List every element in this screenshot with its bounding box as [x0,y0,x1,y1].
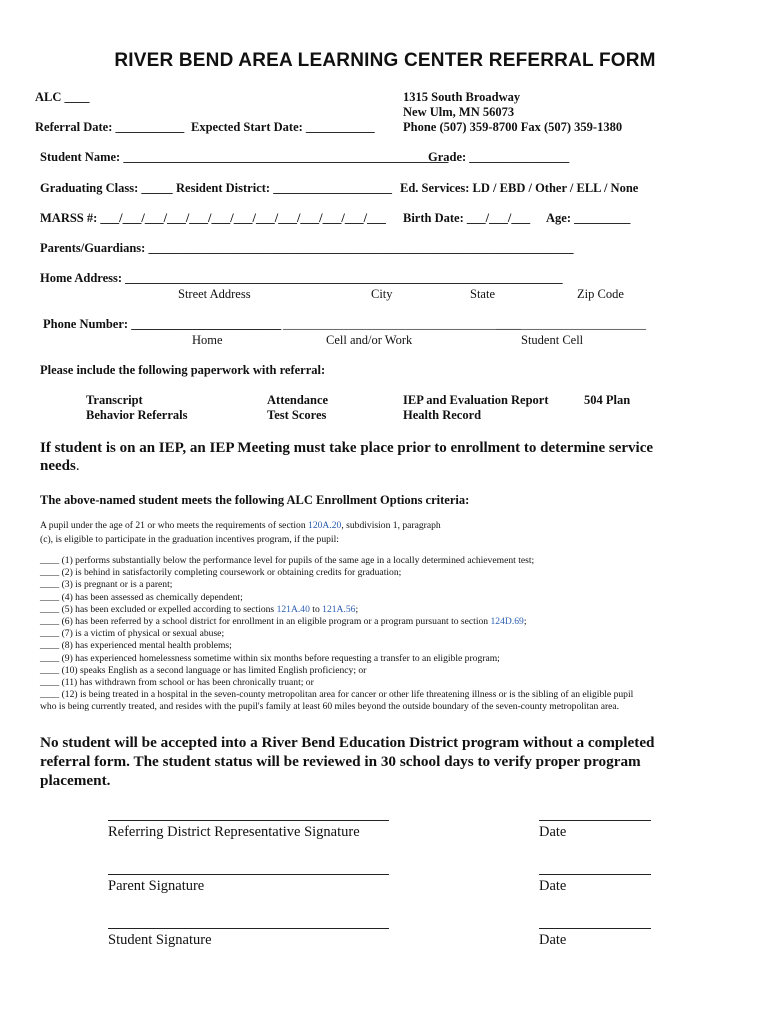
criterion-2[interactable]: ____ (2) is behind in satisfactorily completing coursework or obtaining credits for graduation; [40,567,402,579]
iep-notice-needs: needs [40,458,76,474]
criteria-list [40,555,633,714]
referring-date-label: Date [539,824,567,840]
street-address-label: Street Address [178,287,251,301]
resident-district-field[interactable]: Resident District: ___________________ [176,181,392,195]
student-signature-label: Student Signature [108,932,212,948]
student-cell-label: Student Cell [521,333,584,347]
student-signature-line[interactable] [108,928,389,929]
statute-link-121a56[interactable]: 121A.56 [322,603,356,615]
criterion-11[interactable]: ____ (11) has withdrawn from school or has been chronically truant; or [40,677,314,689]
home-address-field[interactable]: Home Address: ______________________________________________________________________ [40,271,563,285]
statute-link-120a20[interactable]: 120A.20 [308,520,342,531]
form-title: RIVER BEND AREA LEARNING CENTER REFERRAL FORM [114,50,656,71]
student-cell-blank[interactable]: ________________________ [496,317,646,331]
cell-work-label: Cell and/or Work [326,333,413,347]
parent-date-line[interactable] [539,874,651,875]
intro-text-line2: (c), is eligible to participate in the graduation incentives program, if the pupil: [40,533,339,545]
student-name-field[interactable]: Student Name: ____________________________________________________ [40,150,449,164]
home-phone-label: Home [192,333,223,347]
state-label: State [470,287,495,301]
criteria-intro [40,519,441,546]
paperwork-health-record: Health Record [403,408,482,422]
criterion-5-text: ____ (5) has been excluded or expelled according to sections [40,603,277,615]
final-notice-line3: placement. [40,772,111,789]
address-street: 1315 South Broadway [403,90,521,104]
birth-date-field[interactable]: Birth Date: ___/___/___ [403,211,531,225]
zip-code-label: Zip Code [577,287,624,301]
criterion-4[interactable]: ____ (4) has been assessed as chemically dependent; [40,591,243,603]
iep-notice-line2 [40,458,80,475]
cell-phone-blank[interactable]: ______________________________________ [283,317,521,331]
student-date-label: Date [539,932,567,948]
address-phone-fax: Phone (507) 359-8700 Fax (507) 359-1380 [403,120,623,134]
referral-date-field[interactable]: Referral Date: ___________ [35,120,185,134]
parent-signature-label: Parent Signature [108,878,205,894]
paperwork-iep-evaluation: IEP and Evaluation Report [403,393,549,407]
city-label: City [371,287,393,301]
final-notice-line1: No student will be accepted into a River Bend Education District program without a completed [40,734,655,751]
final-notice-line2: referral form. The student status will be reviewed in 30 school days to verify proper program [40,753,641,770]
criterion-1[interactable]: ____ (1) performs substantially below the performance level for pupils of the same age in a locally determined achievement test; [40,555,535,566]
paperwork-attendance: Attendance [267,393,329,407]
referring-signature-label: Referring District Representative Signature [108,824,360,840]
parents-guardians-field[interactable]: Parents/Guardians: ____________________________________________________________________ [40,241,574,255]
alc-field[interactable]: ALC ____ [35,90,90,104]
criterion-12[interactable]: ____ (12) is being treated in a hospital in the seven-county metropolitan area for cancer or other life threatening illness or is the sibling of an eligible pupil [40,689,634,701]
statute-link-124d69[interactable]: 124D.69 [490,616,524,628]
criterion-9[interactable]: ____ (9) has experienced homelessness sometime within six months before requesting a transfer to an eligible program; [40,652,500,664]
parent-date-label: Date [539,878,567,894]
criterion-6-text: ____ (6) has been referred by a school district for enrollment in an eligible program or a program pursuant to section [40,616,491,628]
student-date-line[interactable] [539,928,651,929]
intro-text-a: A pupil under the age of 21 or who meets the requirements of section [40,520,309,531]
criterion-3[interactable]: ____ (3) is pregnant or is a parent; [40,579,173,591]
graduating-class-field[interactable]: Graduating Class: _____ [40,181,173,195]
paperwork-504-plan: 504 Plan [584,393,631,407]
criterion-12-continued: who is being currently treated, and resides with the pupil's family at least 60 miles beyond the outside boundary of the seven-county metropolitan area. [40,701,620,713]
expected-start-date-field[interactable]: Expected Start Date: ___________ [191,120,375,134]
ed-services-field[interactable]: Ed. Services: LD / EBD / Other / ELL / None [400,181,639,195]
criterion-5-end: ; [355,603,359,615]
paperwork-transcript: Transcript [86,393,143,407]
paperwork-behavior-referrals: Behavior Referrals [86,408,188,422]
parent-signature-line[interactable] [108,874,389,875]
phone-number-field[interactable]: Phone Number: ________________________ [43,317,282,331]
paperwork-test-scores: Test Scores [267,408,327,422]
iep-notice-period: . [75,458,80,474]
criterion-5-to: to [309,603,323,615]
marss-field[interactable]: MARSS #: ___/___/___/___/___/___/___/___/___/___/___/___/___ [40,211,386,225]
criterion-6[interactable] [40,616,633,628]
criterion-10[interactable]: ____ (10) speaks English as a second language or has limited English proficiency; or [40,664,367,676]
intro-text-b: , subdivision 1, paragraph [341,520,441,531]
statute-link-121a40[interactable]: 121A.40 [276,603,310,615]
criterion-6-end: ; [523,616,527,628]
criterion-5[interactable] [40,604,633,616]
iep-notice-line1: If student is on an IEP, an IEP Meeting must take place prior to enrollment to determine service [40,440,654,456]
criterion-8[interactable]: ____ (8) has experienced mental health problems; [40,640,232,652]
age-field[interactable]: Age: _________ [546,211,631,225]
criteria-heading: The above-named student meets the following ALC Enrollment Options criteria: [40,493,470,507]
address-city: New Ulm, MN 56073 [403,105,515,119]
referring-signature-line[interactable] [108,820,389,821]
referring-date-line[interactable] [539,820,651,821]
criterion-7[interactable]: ____ (7) is a victim of physical or sexual abuse; [40,628,225,640]
paperwork-heading: Please include the following paperwork with referral: [40,363,326,377]
grade-field[interactable]: Grade: ________________ [428,150,570,164]
